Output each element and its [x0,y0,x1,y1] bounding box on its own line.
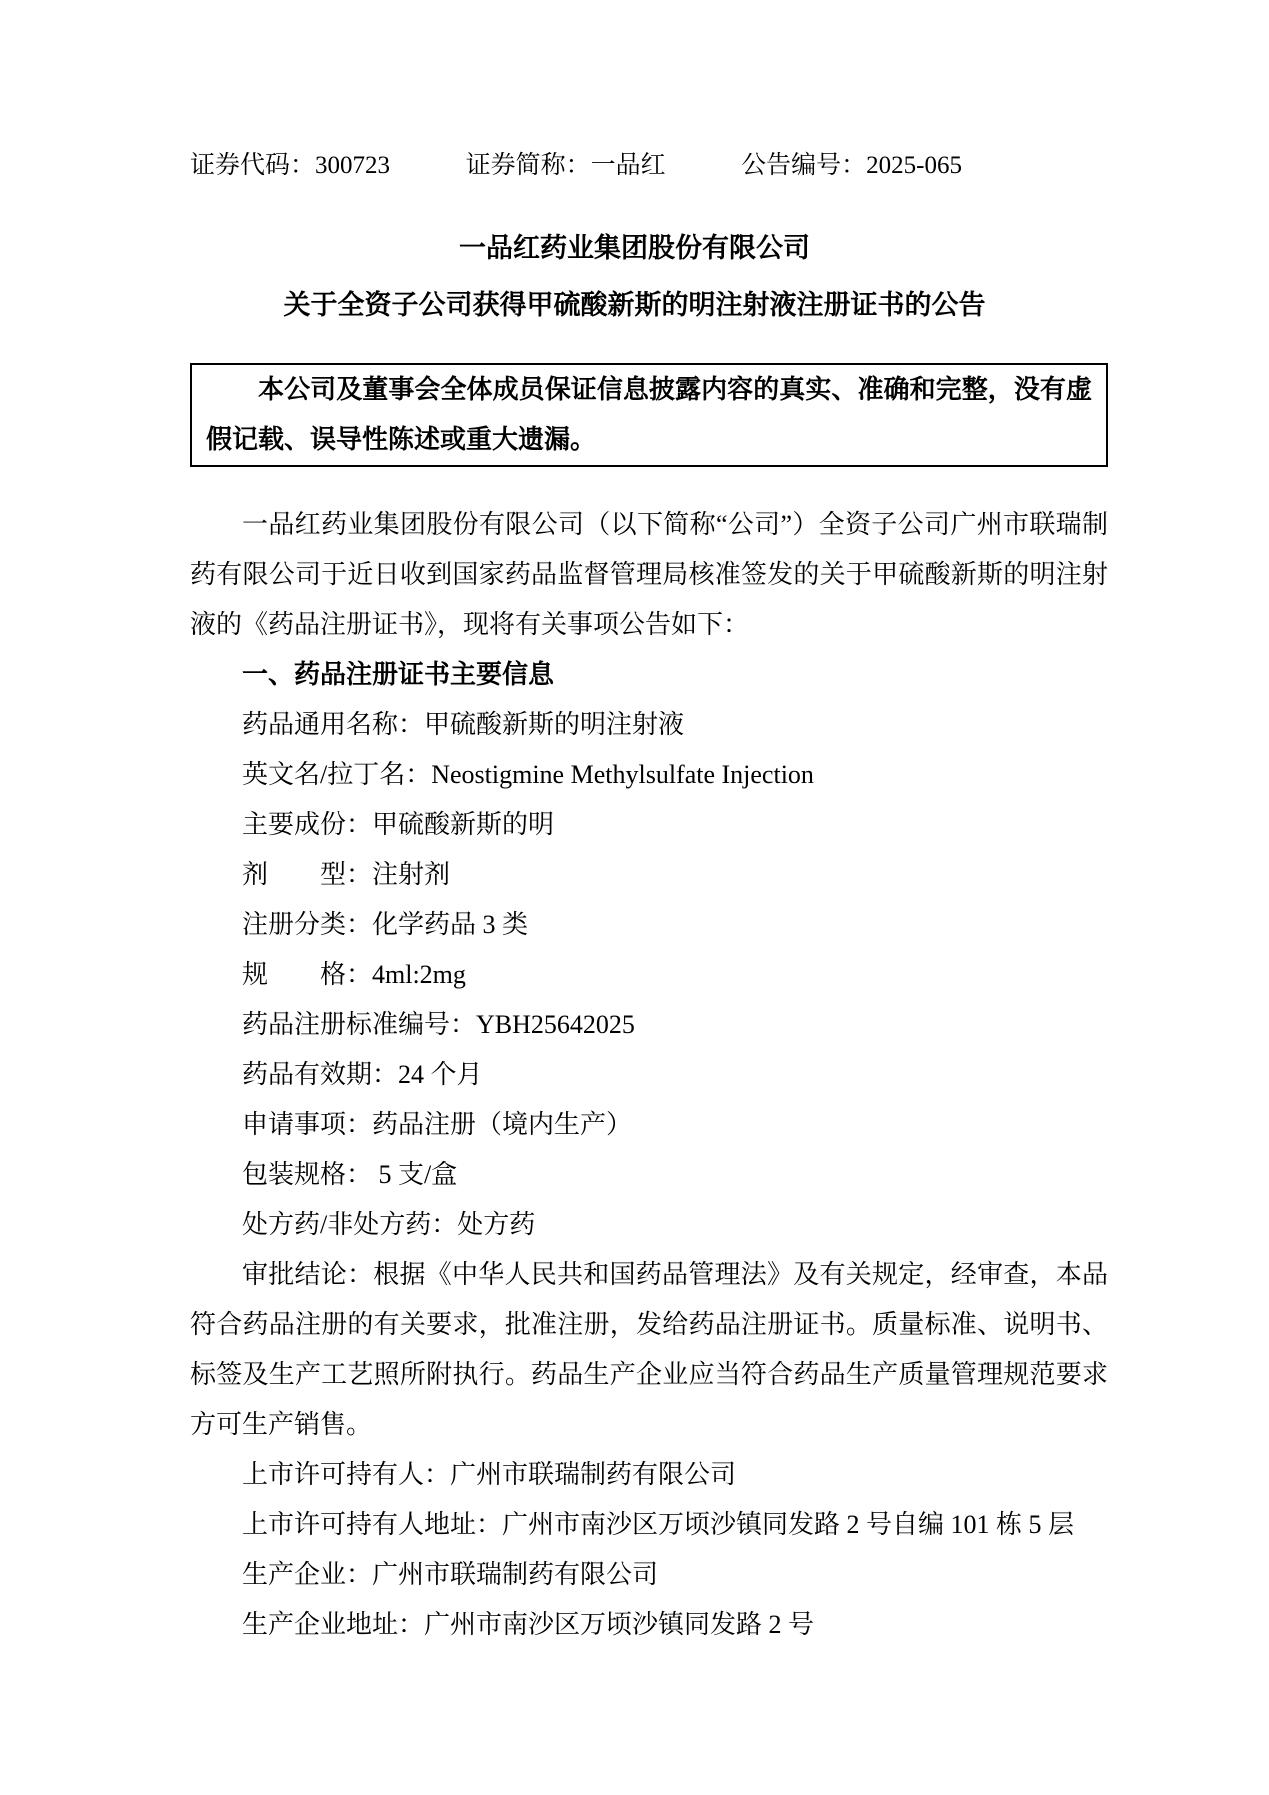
drug-dosage-form: 剂 型：注射剂 [242,860,451,889]
drug-standard-number: 药品注册标准编号：YBH25642025 [242,1010,635,1039]
intro-paragraph: 一品红药业集团股份有限公司（以下简称“公司”）全资子公司广州市联瑞制药有限公司于近日收到国家药品监督管理局核准签发的关于甲硫酸新斯的明注射液的《药品注册证书》，现将有关事项公告如下： [190,510,1108,639]
company-title: 一品红药业集团股份有限公司 [459,233,810,263]
approval-conclusion: 审批结论：根据《中华人民共和国药品管理法》及有关规定，经审查，本品符合药品注册的有关要求，批准注册，发给药品注册证书。质量标准、说明书、标签及生产工艺照所附执行。药品生产企业应当符合药品生产质量管理规范要求方可生产销售。 [190,1260,1108,1439]
packaging-specification: 包装规格： 5 支/盒 [242,1160,458,1189]
manufacturer: 生产企业：广州市联瑞制药有限公司 [242,1560,659,1589]
document-body [190,500,1108,1650]
application-matter: 申请事项：药品注册（境内生产） [242,1110,633,1139]
license-holder-address: 上市许可持有人地址：广州市南沙区万顷沙镇同发路 2 号自编 101 栋 5 层 [242,1510,1075,1539]
disclaimer-text: 本公司及董事会全体成员保证信息披露内容的真实、准确和完整，没有虚假记载、误导性陈述或重大遗漏。 [206,375,1092,454]
license-holder: 上市许可持有人：广州市联瑞制药有限公司 [242,1460,737,1489]
drug-registration-class: 注册分类：化学药品 3 类 [242,910,529,939]
drug-english-name: 英文名/拉丁名：Neostigmine Methylsulfate Injection [242,760,814,789]
drug-validity-period: 药品有效期：24 个月 [242,1060,483,1089]
disclaimer-box [190,363,1108,467]
drug-generic-name: 药品通用名称：甲硫酸新斯的明注射液 [242,710,685,739]
section-heading: 一、药品注册证书主要信息 [242,660,555,689]
manufacturer-address: 生产企业地址：广州市南沙区万顷沙镇同发路 2 号 [242,1610,815,1639]
drug-specification: 规 格：4ml:2mg [242,960,466,989]
securities-header [190,150,962,182]
announcement-number: 公告编号：2025-065 [741,152,962,179]
stock-abbr: 证券简称：一品红 [465,152,666,179]
stock-code: 证券代码：300723 [190,152,391,179]
announcement-title: 关于全资子公司获得甲硫酸新斯的明注射液注册证书的公告 [283,290,986,320]
drug-main-ingredient: 主要成份：甲硫酸新斯的明 [242,810,555,839]
prescription-type: 处方药/非处方药：处方药 [242,1210,536,1239]
